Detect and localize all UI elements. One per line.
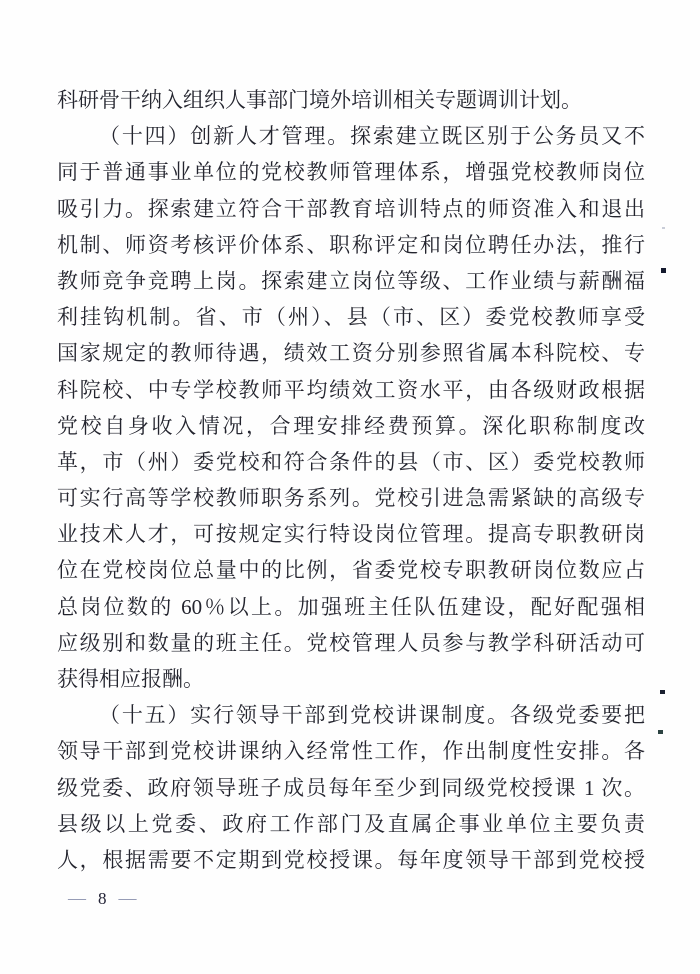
scan-artifact (662, 227, 665, 229)
doc-line: 同于普通事业单位的党校教师管理体系，增强党校教师岗位 (57, 160, 645, 185)
section-15-heading-line: （十五）实行领导干部到党校讲课制度。各级党委要把 (99, 703, 645, 728)
doc-line: 位在党校岗位总量中的比例，省委党校专职教研岗位数应占 (57, 558, 645, 583)
document-text-block (57, 82, 645, 878)
doc-line: 教师竞争竞聘上岗。探索建立岗位等级、工作业绩与薪酬福 (57, 268, 645, 293)
doc-line: 国家规定的教师待遇，绩效工资分别参照省属本科院校、专 (57, 341, 645, 366)
section-14-heading-line: （十四）创新人才管理。探索建立既区别于公务员又不 (99, 124, 645, 149)
doc-line: 应级别和数量的班主任。党校管理人员参与教学科研活动可 (57, 630, 645, 655)
doc-line: 总岗位数的 60％以上。加强班主任队伍建设，配好配强相 (57, 594, 645, 619)
doc-line: 吸引力。探索建立符合干部教育培训特点的师资准入和退出 (57, 196, 645, 221)
doc-line: 利挂钩机制。省、市（州）、县（市、区）委党校教师享受 (57, 305, 645, 330)
doc-line: 人，根据需要不定期到党校授课。每年度领导干部到党校授 (57, 847, 645, 872)
scan-artifact (661, 268, 666, 273)
doc-line: 可实行高等学校教师职务系列。党校引进急需紧缺的高级专 (57, 486, 645, 511)
page-number: 8 (98, 888, 109, 908)
page-number-footer (68, 888, 139, 909)
doc-line: 革，市（州）委党校和符合条件的县（市、区）委党校教师 (57, 449, 645, 474)
doc-line: 领导干部到党校讲课纳入经常性工作，作出制度性安排。各 (57, 739, 645, 764)
footer-left-dash: — (68, 888, 88, 908)
scan-artifact (658, 730, 663, 734)
scan-artifact (660, 690, 665, 694)
doc-line: 获得相应报酬。 (57, 667, 204, 691)
doc-line: 机制、师资考核评价体系、职称评定和岗位聘任办法，推行 (57, 232, 645, 257)
doc-line: 科研骨干纳入组织人事部门境外培训相关专题调训计划。 (57, 88, 582, 112)
doc-line: 党校自身收入情况，合理安排经费预算。深化职称制度改 (57, 413, 645, 438)
doc-line: 级党委、政府领导班子成员每年至少到同级党校授课 1 次。 (57, 775, 645, 800)
doc-line: 县级以上党委、政府工作部门及直属企事业单位主要负责 (57, 811, 645, 836)
doc-line: 业技术人才，可按规定实行特设岗位管理。提高专职教研岗 (57, 522, 645, 547)
footer-right-dash: — (118, 888, 139, 908)
doc-line: 科院校、中专学校教师平均绩效工资水平，由各级财政根据 (57, 377, 645, 402)
